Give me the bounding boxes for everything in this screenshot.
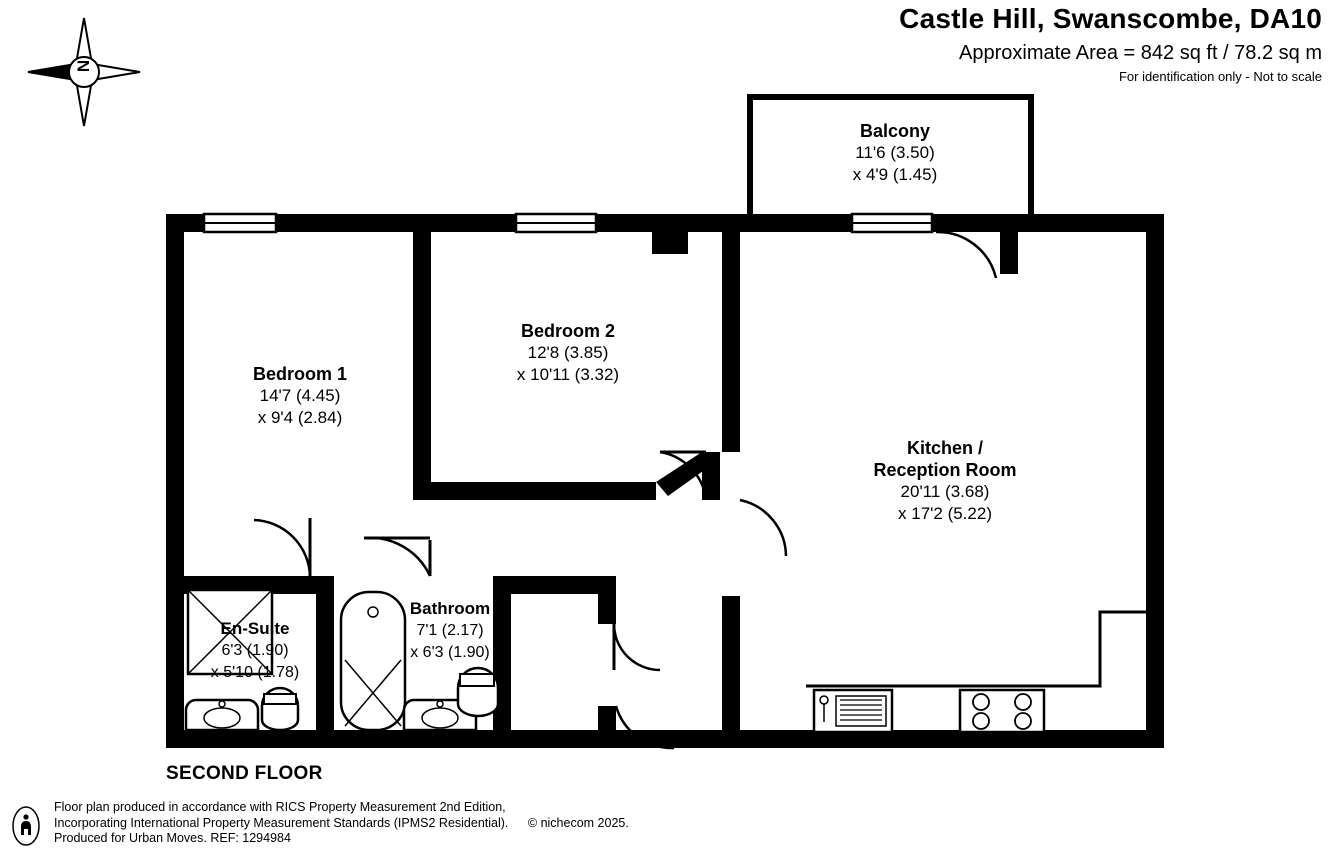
info-person-icon — [12, 806, 40, 846]
room-dim2-bathroom: x 6'3 (1.90) — [410, 644, 490, 661]
wall-pier — [652, 232, 688, 254]
footer-copyright: © nichecom 2025. — [527, 815, 629, 830]
room-label-balcony — [760, 120, 1030, 186]
footer-line-2: Incorporating International Property Measurement Standards (IPMS2 Residential). — [54, 815, 509, 830]
room-dim1-bedroom-2: 12'8 (3.85) — [527, 343, 609, 362]
room-name-bedroom-2: Bedroom 2 — [520, 321, 616, 341]
room-dim2-bedroom-2: x 10'11 (3.32) — [516, 365, 620, 384]
basin-icon — [186, 700, 258, 730]
room-name-bedroom-1: Bedroom 1 — [252, 364, 348, 384]
hob-icon — [960, 690, 1044, 732]
room-name-kitchen: Kitchen / — [906, 438, 983, 458]
room-dim1-balcony: 11'6 (3.50) — [855, 143, 935, 162]
scale-disclaimer: For identification only - Not to scale — [1118, 69, 1322, 84]
floor-caption: SECOND FLOOR — [166, 763, 323, 784]
room-dim2-ensuite: x 5'10 (1.78) — [210, 664, 300, 681]
footer-line-1: Floor plan produced in accordance with RICS Property Measurement 2nd Edition, — [54, 800, 506, 814]
area-summary: Approximate Area = 842 sq ft / 78.2 sq m — [959, 42, 1322, 64]
room-label-ensuite — [140, 618, 370, 684]
footer — [12, 800, 812, 852]
room-dim2-bedroom-1: x 9'4 (2.84) — [257, 408, 343, 427]
room-dim1-bathroom: 7'1 (2.17) — [416, 622, 484, 639]
kitchen-fittings — [806, 612, 1146, 732]
room-dim1-kitchen: 20'11 (3.68) — [900, 482, 990, 501]
room-label-bedroom-1 — [170, 363, 430, 429]
page-title: Castle Hill, Swanscombe, DA10 — [899, 3, 1322, 34]
room-dim1-bedroom-1: 14'7 (4.45) — [259, 386, 341, 405]
room-name-bathroom: Bathroom — [409, 599, 491, 618]
room-name-reception: Reception Room — [873, 460, 1017, 480]
footer-line-3: Produced for Urban Moves. REF: 1294984 — [54, 831, 291, 845]
compass-north-label: N — [74, 59, 93, 73]
footer-text — [54, 800, 629, 847]
room-name-ensuite: En-Suite — [220, 619, 290, 638]
room-dim2-balcony: x 4'9 (1.45) — [852, 165, 938, 184]
room-label-kitchen-reception — [810, 437, 1080, 525]
room-dim1-ensuite: 6'3 (1.90) — [221, 642, 289, 659]
room-dim2-kitchen: x 17'2 (5.22) — [898, 504, 992, 523]
room-label-bedroom-2 — [438, 320, 698, 386]
room-name-balcony: Balcony — [859, 121, 931, 141]
room-label-bathroom — [340, 598, 560, 664]
